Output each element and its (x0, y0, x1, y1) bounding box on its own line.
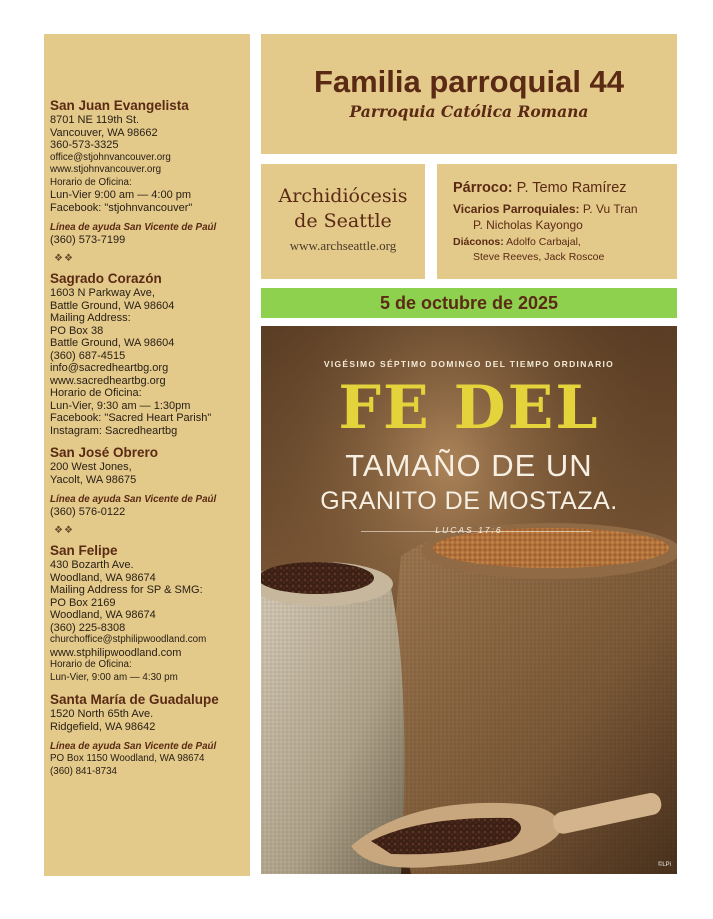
office-hours: Lun-Vier, 9:30 am — 1:30pm (50, 399, 191, 412)
email-link[interactable]: churchoffice@stphilipwoodland.com (50, 634, 207, 645)
deacons-line (453, 233, 677, 250)
bulletin-date: 5 de octubre de 2025 (261, 288, 677, 318)
email-link[interactable]: office@stjohnvancouver.org (50, 151, 171, 163)
mailing-label: Mailing Address: (50, 312, 131, 324)
help-line-phone: (360) 573-7199 (50, 234, 126, 246)
deacon-names-2: Steve Reeves, Jack Roscoe (473, 251, 605, 263)
masthead (261, 34, 677, 154)
phone: (360) 687-4515 (50, 349, 126, 362)
po-box: PO Box 2169 (50, 596, 116, 609)
separator-icon: ❖❖ (54, 253, 74, 264)
website-link[interactable]: www.stjohnvancouver.org (50, 164, 162, 175)
city-line: Yacolt, WA 98675 (50, 473, 137, 486)
archdiocese-name-line2: de Seattle (294, 210, 392, 232)
parish-santa-maria (50, 692, 250, 778)
parish-sagrado-corazon (50, 271, 250, 437)
address-line: 8701 NE 119th St. (50, 114, 140, 126)
archdiocese-website-link[interactable]: www.archseattle.org (289, 238, 397, 253)
city-line: Woodland, WA 98674 (50, 571, 156, 584)
archdiocese-box (261, 164, 425, 279)
help-line-label: Línea de ayuda San Vicente de Paúl (50, 741, 217, 752)
facebook: Facebook: "Sacred Heart Parish" (50, 412, 212, 424)
city-line: Battle Ground, WA 98604 (50, 299, 175, 312)
hero-liturgical-day: VIGÉSIMO SÉPTIMO DOMINGO DEL TIEMPO ORDINARIO (323, 359, 615, 369)
help-line-phone: (360) 841-8734 (50, 765, 117, 777)
mailing-label: Mailing Address for SP & SMG: (50, 584, 203, 596)
pastor-name: P. Temo Ramírez (512, 180, 627, 196)
help-line-label: Línea de ayuda San Vicente de Paúl (50, 494, 217, 505)
hero-scripture-reference: LUCAS 17:6 (435, 525, 503, 535)
vicars-line (453, 200, 677, 218)
parish-san-jose (50, 445, 250, 519)
vicars-label: Vicarios Parroquiales: (453, 202, 580, 216)
deacons-label: Diáconos: (453, 236, 504, 248)
city-line: Vancouver, WA 98662 (50, 126, 158, 139)
office-hours: Lun-Vier 9:00 am — 4:00 pm (50, 189, 192, 201)
mailing-city: Woodland, WA 98674 (50, 609, 156, 621)
phone: (360) 225-8308 (50, 621, 126, 634)
pastor-line (453, 178, 677, 198)
clergy-box (437, 164, 677, 279)
address-line: 1520 North 65th Ave. (50, 708, 154, 720)
deacon-name: Adolfo Carbajal, (503, 236, 581, 248)
help-line-label: Línea de ayuda San Vicente de Paúl (50, 222, 217, 233)
city-line: Ridgefield, WA 98642 (50, 720, 156, 733)
email-link[interactable]: info@sacredheartbg.org (50, 362, 169, 374)
instagram: Instagram: Sacredheartbg (50, 424, 178, 437)
website-link[interactable]: www.stphilipwoodland.com (50, 646, 182, 659)
phone: 360-573-3325 (50, 139, 119, 151)
hero-headline-3: GRANITO DE MOSTAZA. (320, 487, 618, 515)
page-title: Familia parroquial 44 (313, 64, 625, 99)
address-line: 1603 N Parkway Ave, (50, 287, 155, 299)
parish-name: San José Obrero (50, 445, 159, 460)
facebook: Facebook: "stjohnvancouver" (50, 201, 193, 214)
help-line-phone: (360) 576-0122 (50, 506, 126, 518)
po-box: PO Box 38 (50, 324, 104, 337)
mailing-city: Battle Ground, WA 98604 (50, 337, 175, 349)
parish-san-juan (50, 98, 250, 247)
hero-credit: ©LPi (657, 862, 671, 868)
address-line: 430 Bozarth Ave. (50, 559, 134, 571)
hero-headline-1: FE DEL (338, 373, 600, 443)
parish-name: Santa María de Guadalupe (50, 692, 219, 707)
vicar-name-2: P. Nicholas Kayongo (473, 218, 583, 232)
office-hours-label: Horario de Oficina: (50, 176, 132, 188)
office-hours: Lun-Vier, 9:00 am — 4:30 pm (50, 671, 178, 683)
parish-sidebar (44, 34, 250, 876)
hero-image (261, 326, 677, 874)
separator-icon: ❖❖ (54, 525, 74, 536)
address-line: 200 West Jones, (50, 461, 132, 473)
vicar-name: P. Vu Tran (579, 202, 638, 216)
office-hours-label: Horario de Oficina: (50, 659, 132, 670)
parish-name: San Juan Evangelista (50, 98, 189, 113)
page-subtitle: Parroquia Católica Romana (349, 102, 589, 121)
parish-name: San Felipe (50, 543, 118, 558)
archdiocese-name-line1: Archidiócesis (278, 185, 408, 207)
hero-headline-2: TAMAÑO DE UN (345, 448, 593, 483)
parish-san-felipe (50, 543, 250, 684)
help-po-box: PO Box 1150 Woodland, WA 98674 (50, 753, 205, 764)
parish-name: Sagrado Corazón (50, 271, 162, 286)
office-hours-label: Horario de Oficina: (50, 387, 142, 399)
pastor-label: Párroco: (453, 180, 513, 196)
website-link[interactable]: www.sacredheartbg.org (50, 374, 166, 387)
